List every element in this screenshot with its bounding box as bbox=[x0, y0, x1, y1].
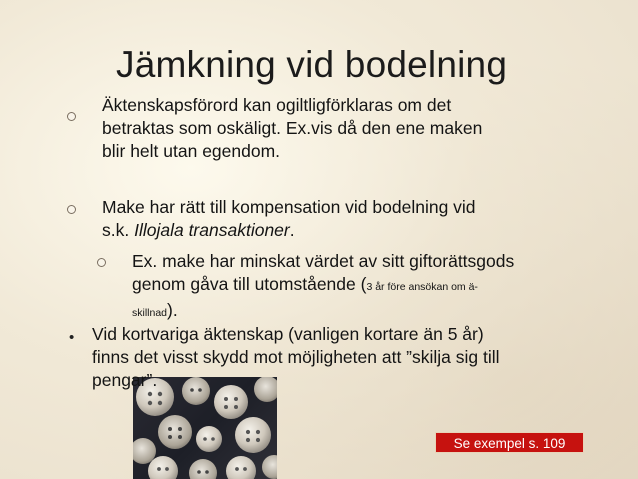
bullet-line bbox=[132, 273, 514, 299]
bullet-line: Ex. make har minskat värdet av sitt giftorättsgods bbox=[132, 251, 515, 271]
text-span: ). bbox=[167, 300, 178, 320]
bullet-line: Make har rätt till kompensation vid bodelning vid bbox=[102, 197, 476, 217]
text-span: genom gåva till utomstående ( bbox=[132, 274, 367, 294]
bullet-line bbox=[102, 219, 476, 242]
bullet-line: finns det visst skydd mot möjligheten att ”skilja sig till bbox=[92, 347, 500, 367]
bullet-line: pengar”. bbox=[92, 370, 158, 390]
bullet-line: Vid kortvariga äktenskap (vanligen kortare än 5 år) bbox=[92, 324, 484, 344]
buttons-photo-graphic bbox=[133, 377, 277, 479]
bullet-ring-icon bbox=[97, 258, 106, 267]
bullet-ring-icon bbox=[67, 112, 76, 121]
reference-label: Se exempel s. 109 bbox=[435, 432, 584, 453]
slide-title: Jämkning vid bodelning bbox=[116, 44, 508, 85]
small-text: skillnad bbox=[132, 307, 168, 319]
text-span: . bbox=[289, 220, 295, 240]
bullet-short-marriage bbox=[92, 323, 500, 392]
bullet-line: Äktenskapsförord kan ogiltligförklaras om det bbox=[102, 95, 452, 115]
italic-term: Illojala transaktioner bbox=[134, 220, 290, 240]
text-span: s.k. bbox=[102, 220, 135, 240]
bullet-line bbox=[132, 299, 514, 325]
bullet-dot: • bbox=[69, 329, 75, 346]
small-text: 3 år före ansökan om ä- bbox=[366, 281, 478, 293]
bullet-ring-icon bbox=[67, 205, 76, 214]
bullet-compensation bbox=[102, 196, 476, 242]
sub-bullet-gift bbox=[132, 250, 514, 325]
bullet-line: blir helt utan egendom. bbox=[102, 141, 281, 161]
bullet-prenup bbox=[102, 94, 482, 163]
buttons-photo bbox=[133, 377, 277, 479]
bullet-line: betraktas som oskäligt. Ex.vis då den ene maken bbox=[102, 118, 483, 138]
